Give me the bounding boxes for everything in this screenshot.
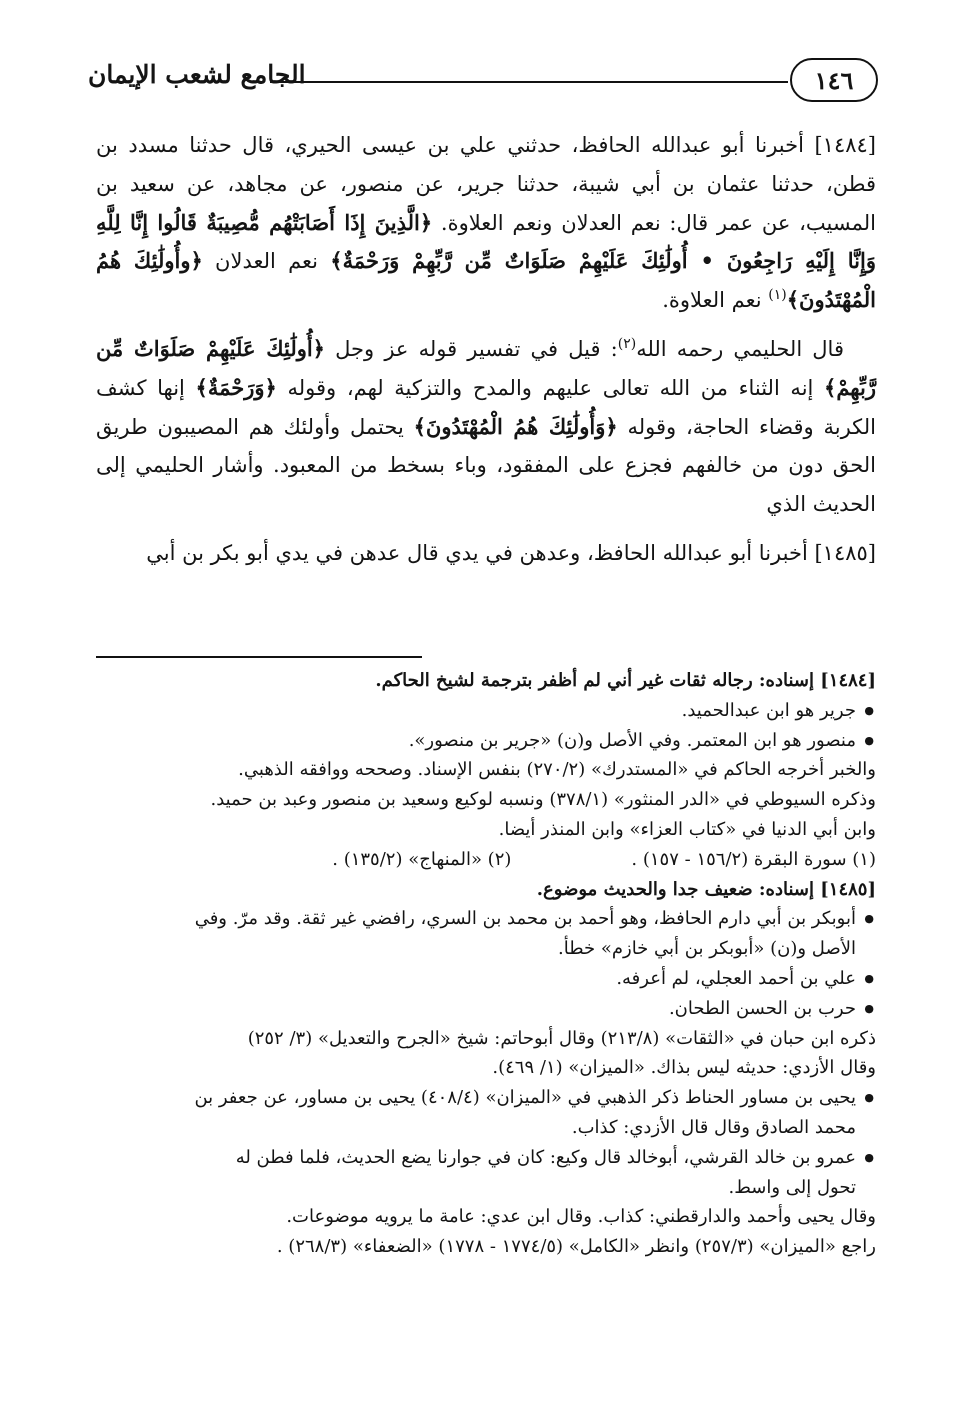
commentary-text: يحتمل وأولئك هم المصيبون طريق الحق دون من خالفهم فجزع على المفقود، وباء بسخط من المعبود. وأشار الحليمي إلى الحديث الذي [96,414,876,517]
hadith-isnad: أخبرنا أبو عبدالله الحافظ، حدثني علي بن عيسى الحيري، قال حدثنا مسدد بن قطن، حدثنا عثمان بن أبي شيبة، حدثنا جرير، عن منصور، عن مجاهد، عن سعيد بن المسيب، عن عمر قال: نعم العدلان ونعم العلاوة. [96,133,876,235]
quran-verse: ﴿وَأُولَٰئِكَ هُمُ الْمُهْتَدُونَ﴾ [413,413,618,439]
footnote-bullet: ● أبوبكر بن أبي دارم الحافظ، وهو أحمد بن محمد بن السري، رافضي غير ثقة. وقد مرّ. وفي [96,904,876,934]
main-text [96,126,876,573]
hadith-isnad: أخبرنا أبو عبدالله الحافظ، وعدهن في يدي قال عدهن في يدي أبو بكر بن أبي [146,540,808,565]
quran-verse: ﴿وَرَحْمَةٌ﴾ [195,374,277,400]
hadith-text: نعم العلاوة. [662,288,762,313]
footnote-heading: [١٤٨٤] إسناده: رجاله ثقات غير أني لم أظفر بترجمة لشيخ الحاكم. [375,670,876,691]
footnote-line: ذكره ابن حبان في «الثقات» (٢١٣/٨) وقال أبوحاتم: شيخ «الجرح والتعديل» (٣/ ٢٥٢) [247,1027,876,1049]
footnote-ref: (٢) [617,335,637,352]
footnote-bullet: ● يحيى بن مساور الحناط ذكر الذهبي في «الميزان» (٤٠٨/٤) يحيى بن مساور، عن جعفر بن [96,1083,876,1113]
page-header [88,58,878,106]
quran-verse: ﴿أُولَٰئِكَ عَلَيْهِمْ صَلَوَاتٌ مِّن رَّبِّهِمْ﴾ [96,335,876,400]
footnote-line: راجع «الميزان» (٢٥٧/٣) وانظر «الكامل» (١٧٧٤/٥ - ١٧٧٨) «الضعفاء» (٢٦٨/٣) . [276,1236,876,1258]
footnote-separator [96,656,422,658]
hadith-number: [١٤٨٤] [814,133,876,157]
quran-verse: ﴿الَّذِينَ إِذَا أَصَابَتْهُم مُّصِيبَةٌ قَالُوا إِنَّا لِلَّهِ وَإِنَّا إِلَيْهِ رَاجِعُونَ • أُولَٰئِكَ عَلَيْهِمْ صَلَوَاتٌ مِّن رَّبِّهِمْ وَرَحْمَةٌ﴾ [96,209,876,274]
footnote-line: والخبر أخرجه الحاكم في «المستدرك» (٢٧٠/٢) بنفس الإسناد. وصححه ووافقه الذهبي. [238,759,876,781]
footnote-line: وقال الأزدي: حديثه ليس بذاك. «الميزان» (١/ ٤٦٩). [492,1057,876,1079]
footnote-bullet: ● حرب بن الحسن الطحان. [96,994,876,1024]
hadith-1485 [96,534,876,573]
footnote-continuation: الأصل و(ن) «أبوبكر بن أبي خازم» خطأ. [558,938,856,960]
header-rule [270,81,788,83]
quran-verse: ﴿وأُولَٰئِكَ هُمُ الْمُهْتَدُونَ﴾ [96,248,876,313]
footnote-bullet: ● علي بن أحمد العجلي، لم أعرفه. [96,964,876,994]
hadith-number: [١٤٨٥] [814,540,876,565]
footnote-line: وقال يحيى وأحمد والدارقطني: كذاب. وقال ابن عدي: عامة ما يرويه موضوعات. [286,1206,876,1228]
page-number: ١٤٦ [790,58,878,102]
commentary-text: إنها كشف الكربة وقضاء الحاجة، وقوله [96,375,876,439]
footnote-continuation: تحول إلى واسط. [728,1176,856,1198]
hadith-1484 [96,126,876,320]
footnote-1: (١) سورة البقرة (١٥٦/٢ - ١٥٧) . [631,848,876,870]
halimi-commentary [96,330,876,524]
footnote-continuation: محمد الصادق وقال قال الأزدي: كذاب. [571,1116,856,1138]
footnote-refs-row [96,845,876,875]
footnote-line: وذكره السيوطي في «الدر المنثور» (٣٧٨/١) ونسبه لوكيع وسعيد بن منصور وعبد بن حميد. [210,789,876,811]
footnote-line: وابن أبي الدنيا في «كتاب العزاء» وابن المنذر أيضا. [498,818,876,840]
commentary-text: : قيل في تفسير قوله عز وجل [335,336,618,361]
footnote-ref: (١) [768,287,787,304]
footnotes [96,666,876,1262]
footnote-heading: [١٤٨٥] إسناده: ضعيف جدا والحديث موضوع. [536,878,876,900]
footnote-2: (٢) «المنهاج» (١٣٥/٢) . [332,848,512,870]
book-title: الجامع لشعب الإيمان [88,60,306,89]
footnote-bullet: ● منصور هو ابن المعتمر. وفي الأصل و(ن) «جرير بن منصور». [96,726,876,756]
footnote-bullet: ● جرير هو ابن عبدالحميد. [96,696,876,726]
commentary-text: قال الحليمي رحمه الله [636,336,844,361]
commentary-text: إنه الثناء من الله تعالى عليهم والمدح والتزكية لهم، وقوله [287,375,814,400]
footnote-bullet: ● عمرو بن خالد القرشي، أبوخالد قال وكيع: كان في جوارنا يضع الحديث، فلما فطن له [96,1143,876,1173]
hadith-text: نعم العدلان [215,249,319,274]
